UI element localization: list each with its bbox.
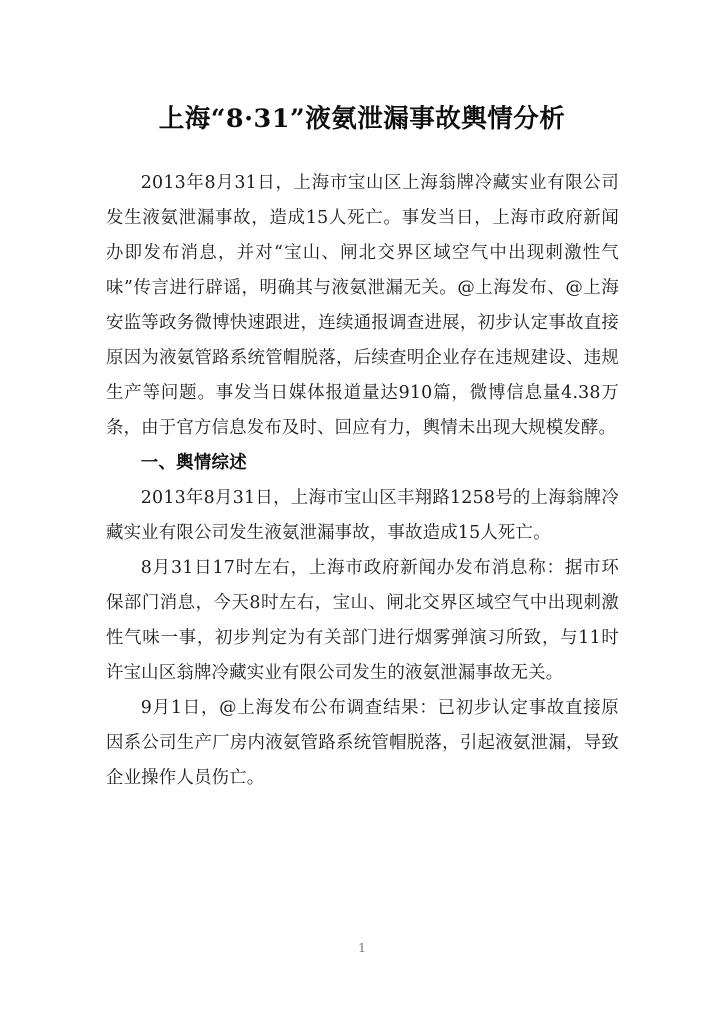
section-one-paragraph-1: 2013年8月31日，上海市宝山区丰翔路1258号的上海翁牌冷藏实业有限公司发生液氨泄漏事故，事故造成15人死亡。 bbox=[106, 488, 619, 543]
section-one-paragraph-3: 9月1日，@上海发布公布调查结果：已初步认定事故直接原因系公司生产厂房内液氨管路系统管帽脱落，引起液氨泄漏，导致企业操作人员伤亡。 bbox=[106, 698, 619, 788]
section-heading-one: 一、輿情综述 bbox=[140, 453, 247, 473]
section-one-paragraph-2: 8月31日17时左右，上海市政府新闻办发布消息称：据市环保部门消息，今天8时左右，宝山、闸北交界区域空气中出现刺激性气味一事，初步判定为有关部门进行烟雾弹演习所致，与11时许宝山区翁牌冷藏实业有限公司发生的液氨泄漏事故无关。 bbox=[106, 558, 619, 683]
document-body bbox=[106, 166, 619, 796]
page-number: 1 bbox=[358, 940, 366, 955]
abstract-paragraph: 2013年8月31日，上海市宝山区上海翁牌冷藏实业有限公司发生液氨泄漏事故，造成15人死亡。事发当日，上海市政府新闻办即发布消息，并对“宝山、闸北交界区域空气中出现刺激性气味”传言进行辟谣，明确其与液氨泄漏无关。@上海发布、@上海安监等政务微博快速跟进，连续通报调查进展，初步认定事故直接原因为液氨管路系统管帽脱落，后续查明企业存在违规建设、违规生产等问题。事发当日媒体报道量达910篇，微博信息量4.38万条，由于官方信息发布及时、回应有力，輿情未出现大规模发酵。 bbox=[106, 173, 619, 438]
page-title: 上海“8·31”液氨泄漏事故輿情分析 bbox=[158, 104, 566, 135]
